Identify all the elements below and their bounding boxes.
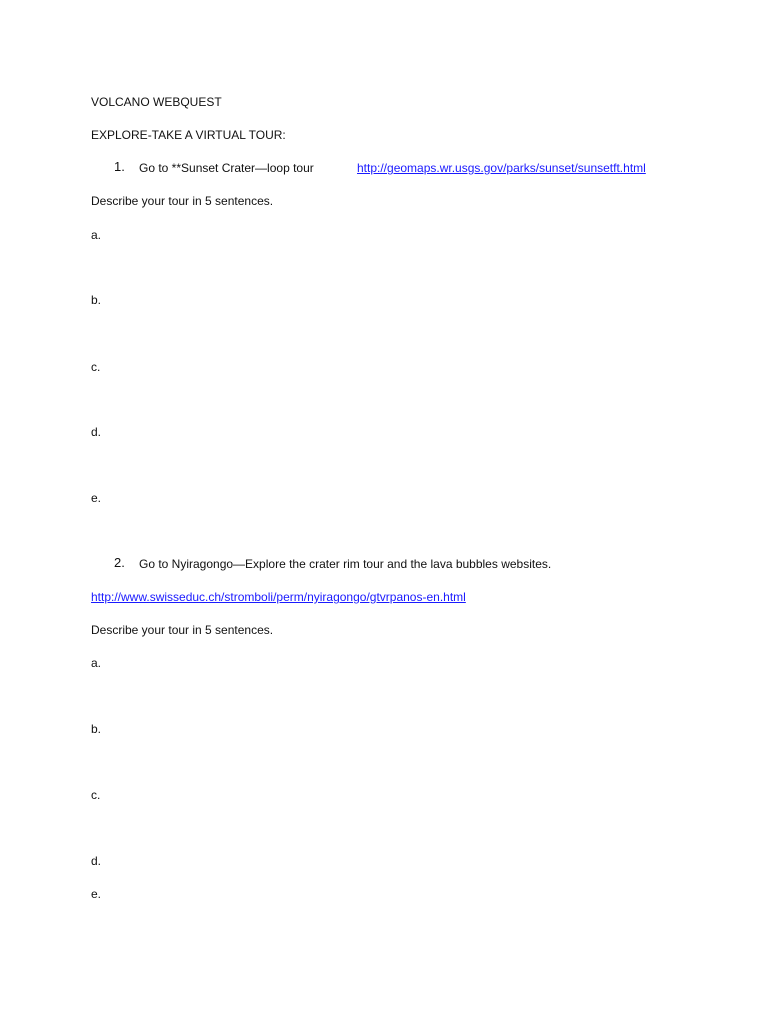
answer-label-2d: d. <box>91 854 102 868</box>
item-1-instruction: Go to **Sunset Crater—loop tour <box>139 161 314 175</box>
answer-label-1d: d. <box>91 425 102 439</box>
describe-prompt-2: Describe your tour in 5 sentences. <box>91 623 274 637</box>
answer-label-2c: c. <box>91 788 101 802</box>
section-heading: EXPLORE-TAKE A VIRTUAL TOUR: <box>91 128 286 142</box>
answer-label-1e: e. <box>91 491 102 505</box>
describe-prompt-1: Describe your tour in 5 sentences. <box>91 194 274 208</box>
answer-label-1c: c. <box>91 360 101 374</box>
answer-label-1a: a. <box>91 228 102 242</box>
answer-label-2a: a. <box>91 656 102 670</box>
answer-label-1b: b. <box>91 293 102 307</box>
item-number-1: 1. <box>114 159 125 174</box>
item-2-instruction: Go to Nyiragongo—Explore the crater rim tour and the lava bubbles websites. <box>139 557 552 571</box>
answer-label-2b: b. <box>91 722 102 736</box>
document-title: VOLCANO WEBQUEST <box>91 95 222 109</box>
sunset-crater-link[interactable]: http://geomaps.wr.usgs.gov/parks/sunset/sunsetft.html <box>357 161 646 175</box>
item-number-2: 2. <box>114 555 125 570</box>
answer-label-2e: e. <box>91 887 102 901</box>
nyiragongo-link[interactable]: http://www.swisseduc.ch/stromboli/perm/nyiragongo/gtvrpanos-en.html <box>91 590 466 604</box>
